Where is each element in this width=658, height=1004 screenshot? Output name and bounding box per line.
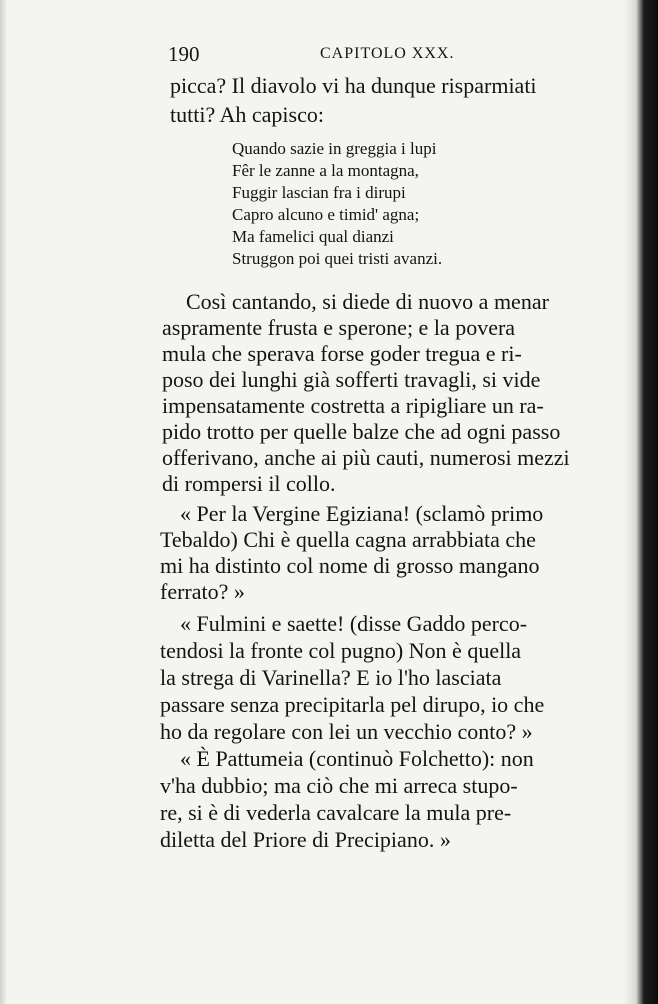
- text-line: re, si è di vederla cavalcare la mula pre-: [160, 800, 512, 825]
- running-title: CAPITOLO XXX.: [320, 45, 455, 62]
- text-line: passare senza precipitarla pel dirupo, io che: [160, 692, 545, 717]
- verse-line: Struggon poi quei tristi avanzi.: [232, 249, 443, 268]
- verse-line: Capro alcuno e timid' agna;: [232, 205, 420, 224]
- text-line: ho da regolare con lei un vecchio conto? »: [160, 719, 533, 744]
- text-line: aspramente frusta e sperone; e la povera: [162, 315, 516, 340]
- verse-line: Fêr le zanne a la montagna,: [232, 161, 419, 180]
- page-edge-shadow-right: [624, 0, 658, 1004]
- text-line: Così cantando, si diede di nuovo a menar: [186, 289, 549, 314]
- text-line: picca? Il diavolo vi ha dunque risparmiati: [170, 73, 537, 98]
- text-line: v'ha dubbio; ma ciò che mi arreca stupo-: [160, 773, 518, 798]
- page-edge-shadow-left: [0, 0, 7, 1004]
- text-line: ferrato? »: [160, 579, 245, 604]
- text-line: di rompersi il collo.: [162, 471, 336, 496]
- page-header: [160, 42, 590, 66]
- text-line: tutti? Ah capisco:: [170, 102, 324, 127]
- text-line: poso dei lunghi già sofferti travagli, si vide: [162, 367, 541, 392]
- text-line: offerivano, anche ai più cauti, numerosi mezzi: [162, 445, 570, 470]
- text-line: la strega di Varinella? E io l'ho lasciata: [160, 665, 502, 690]
- text-line: « Per la Vergine Egiziana! (sclamò primo: [180, 501, 544, 526]
- text-line: mula che sperava forse goder tregua e ri-: [162, 341, 522, 366]
- text-line: diletta del Priore di Precipiano. »: [160, 827, 451, 852]
- text-line: tendosi la fronte col pugno) Non è quella: [160, 638, 522, 663]
- verse-line: Ma famelici qual dianzi: [232, 227, 394, 246]
- page-number: 190: [168, 42, 200, 66]
- text-line: « È Pattumeia (continuò Folchetto): non: [180, 746, 534, 771]
- text-line: « Fulmini e saette! (disse Gaddo perco-: [180, 611, 528, 636]
- text-line: impensatamente costretta a ripigliare un ra-: [162, 393, 544, 418]
- text-line: Tebaldo) Chi è quella cagna arrabbiata che: [160, 527, 536, 552]
- verse-line: Quando sazie in greggia i lupi: [232, 139, 437, 158]
- text-line: pido trotto per quelle balze che ad ogni passo: [162, 419, 561, 444]
- verse-line: Fuggir lascian fra i dirupi: [232, 183, 406, 202]
- text-line: mi ha distinto col nome di grosso mangano: [160, 553, 540, 578]
